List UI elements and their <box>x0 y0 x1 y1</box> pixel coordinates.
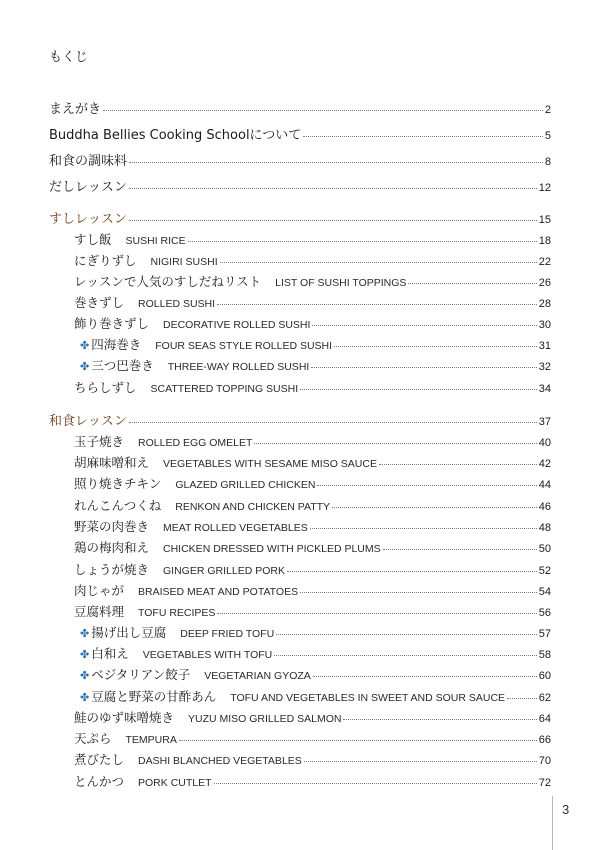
entry-page-number: 12 <box>538 182 551 194</box>
toc-recipe-entry <box>74 772 551 790</box>
entry-title-ja: 肉じゃが <box>74 583 125 598</box>
entry-title-en: PORK CUTLET <box>138 777 212 789</box>
blue-cross-bullet-icon: ✤ <box>80 339 90 352</box>
dot-leader <box>217 304 537 305</box>
blue-cross-bullet-icon: ✤ <box>80 691 90 704</box>
dot-leader <box>311 367 536 368</box>
page-title: もくじ <box>49 50 89 65</box>
toc-recipe-entry <box>74 432 551 450</box>
dot-leader <box>287 571 537 572</box>
entry-title-en: TEMPURA <box>125 734 177 746</box>
dot-leader <box>300 389 537 390</box>
toc-recipe-entry <box>74 272 551 290</box>
entry-title-en: RENKON AND CHICKEN PATTY <box>175 501 331 513</box>
dot-leader <box>179 740 537 741</box>
dot-leader <box>220 262 537 263</box>
entry-page-number: 58 <box>538 649 551 661</box>
dot-leader <box>274 655 536 656</box>
entry-page-number: 54 <box>538 586 551 598</box>
entry-title-ja: 和食の調味料 <box>49 154 128 169</box>
dot-leader <box>379 464 537 465</box>
entry-page-number: 60 <box>538 670 551 682</box>
entry-page-number: 48 <box>538 522 551 534</box>
toc-recipe-entry <box>74 474 551 492</box>
entry-title-ja: 照り焼きチキン <box>74 476 162 491</box>
dot-leader <box>334 346 537 347</box>
entry-page-number: 28 <box>538 298 551 310</box>
dot-leader <box>300 592 537 593</box>
dot-leader <box>304 761 537 762</box>
entry-title-ja: 和食レッスン <box>49 414 127 429</box>
blue-cross-bullet-icon: ✤ <box>80 627 90 640</box>
toc-chapter-entry <box>49 208 551 227</box>
toc-recipe-entry <box>74 378 551 396</box>
dot-leader <box>276 634 537 635</box>
dot-leader <box>254 443 536 444</box>
entry-page-number: 50 <box>538 543 551 555</box>
entry-title-ja: ベジタリアン餃子 <box>91 667 191 682</box>
entry-page-number: 62 <box>538 692 551 704</box>
entry-title-ja: 玉子焼き <box>74 434 125 449</box>
entry-title-ja: とんかつ <box>74 774 125 789</box>
entry-page-number: 26 <box>538 277 551 289</box>
entry-title-en: BRAISED MEAT AND POTATOES <box>138 586 299 598</box>
dot-leader <box>129 162 543 163</box>
entry-title-ja: 鶏の梅肉和え <box>74 540 150 555</box>
entry-page-number: 64 <box>538 713 551 725</box>
toc-subrecipe-entry <box>80 665 551 683</box>
entry-title-en: TOFU RECIPES <box>138 607 216 619</box>
entry-title-en: MEAT ROLLED VEGETABLES <box>163 522 308 534</box>
entry-page-number: 15 <box>538 214 551 226</box>
entry-title-ja: 天ぷら <box>74 731 112 746</box>
dot-leader <box>217 613 536 614</box>
entry-title-en: LIST OF SUSHI TOPPINGS <box>275 277 407 289</box>
dot-leader <box>303 136 543 137</box>
entry-page-number: 37 <box>538 416 551 428</box>
entry-title-ja: 飾り巻きずし <box>74 316 150 331</box>
entry-title-en: FOUR SEAS STYLE ROLLED SUSHI <box>155 340 333 352</box>
dot-leader <box>507 698 537 699</box>
entry-title-en: GINGER GRILLED PORK <box>163 565 285 577</box>
entry-title-ja: ちらしずし <box>74 380 137 395</box>
dot-leader <box>103 110 543 111</box>
entry-page-number: 57 <box>538 628 551 640</box>
toc-recipe-entry <box>74 517 551 535</box>
blue-cross-bullet-icon: ✤ <box>80 360 90 373</box>
toc-chapter-entry <box>49 98 551 117</box>
entry-title-ja: れんこんつくね <box>74 498 162 513</box>
dot-leader <box>310 528 537 529</box>
entry-page-number: 46 <box>538 501 551 513</box>
entry-title-ja: 胡麻味噌和え <box>74 455 150 470</box>
dot-leader <box>214 783 537 784</box>
entry-page-number: 34 <box>538 383 551 395</box>
entry-title-ja: だしレッスン <box>49 180 127 195</box>
entry-title-ja: Buddha Bellies Cooking Schoolについて <box>49 128 302 143</box>
entry-title-en: THREE-WAY ROLLED SUSHI <box>167 361 310 373</box>
entry-title-en: YUZU MISO GRILLED SALMON <box>188 713 342 725</box>
dot-leader <box>129 188 537 189</box>
entry-title-ja: レッスンで人気のすしだねリスト <box>74 274 262 289</box>
toc-recipe-entry <box>74 602 551 620</box>
toc-recipe-entry <box>74 729 551 747</box>
entry-page-number: 52 <box>538 565 551 577</box>
entry-page-number: 70 <box>538 755 551 767</box>
entry-page-number: 44 <box>538 479 551 491</box>
toc-recipe-entry <box>74 293 551 311</box>
entry-title-en: SCATTERED TOPPING SUSHI <box>150 383 299 395</box>
entry-title-en: CHICKEN DRESSED WITH PICKLED PLUMS <box>163 543 381 555</box>
entry-page-number: 30 <box>538 319 551 331</box>
entry-title-en: DASHI BLANCHED VEGETABLES <box>138 755 302 767</box>
toc-recipe-entry <box>74 496 551 514</box>
entry-page-number: 2 <box>544 104 551 116</box>
toc-subrecipe-entry <box>80 356 551 374</box>
entry-title-ja: 白和え <box>91 646 129 661</box>
toc-recipe-entry <box>74 581 551 599</box>
toc-recipe-entry <box>74 251 551 269</box>
toc-chapter-entry <box>49 150 551 169</box>
entry-title-ja: しょうが焼き <box>74 562 150 577</box>
entry-title-ja: 煮びたし <box>74 752 125 767</box>
dot-leader <box>317 485 536 486</box>
entry-page-number: 42 <box>538 458 551 470</box>
entry-page-number: 66 <box>538 734 551 746</box>
entry-title-en: NIGIRI SUSHI <box>150 256 218 268</box>
entry-title-en: VEGETABLES WITH TOFU <box>142 649 273 661</box>
entry-page-number: 32 <box>538 361 551 373</box>
dot-leader <box>343 719 536 720</box>
entry-page-number: 22 <box>538 256 551 268</box>
page-number: 3 <box>562 802 570 817</box>
entry-title-en: ROLLED SUSHI <box>138 298 216 310</box>
dot-leader <box>313 676 537 677</box>
entry-title-ja: 揚げ出し豆腐 <box>91 625 167 640</box>
toc-recipe-entry <box>74 750 551 768</box>
entry-page-number: 31 <box>538 340 551 352</box>
blue-cross-bullet-icon: ✤ <box>80 648 90 661</box>
toc-recipe-entry <box>74 538 551 556</box>
toc-chapter-entry <box>49 124 551 143</box>
dot-leader <box>332 507 537 508</box>
dot-leader <box>383 549 537 550</box>
entry-title-en: GLAZED GRILLED CHICKEN <box>175 479 316 491</box>
entry-title-en: SUSHI RICE <box>125 235 186 247</box>
toc-recipe-entry <box>74 230 551 248</box>
toc-subrecipe-entry <box>80 644 551 662</box>
entry-title-ja: すしレッスン <box>49 212 127 227</box>
entry-title-en: TOFU AND VEGETABLES IN SWEET AND SOUR SAUCE <box>230 692 506 704</box>
entry-title-en: VEGETARIAN GYOZA <box>204 670 311 682</box>
dot-leader <box>408 283 536 284</box>
dot-leader <box>312 325 536 326</box>
entry-title-ja: まえがき <box>49 102 102 117</box>
toc-subrecipe-entry <box>80 623 551 641</box>
entry-title-en: VEGETABLES WITH SESAME MISO SAUCE <box>163 458 377 470</box>
blue-cross-bullet-icon: ✤ <box>80 669 90 682</box>
dot-leader <box>188 241 537 242</box>
dot-leader <box>129 220 537 221</box>
entry-title-ja: 豆腐と野菜の甘酢あん <box>91 689 217 704</box>
entry-page-number: 5 <box>544 130 551 142</box>
entry-title-en: DECORATIVE ROLLED SUSHI <box>163 319 311 331</box>
entry-title-ja: 巻きずし <box>74 295 125 310</box>
footer-divider <box>552 796 553 850</box>
toc-recipe-entry <box>74 560 551 578</box>
toc-recipe-entry <box>74 708 551 726</box>
toc-chapter-entry <box>49 410 551 429</box>
entry-page-number: 72 <box>538 777 551 789</box>
entry-title-ja: 三つ巴巻き <box>91 358 154 373</box>
entry-title-ja: にぎりずし <box>74 253 137 268</box>
toc-subrecipe-entry <box>80 335 551 353</box>
toc-recipe-entry <box>74 314 551 332</box>
entry-title-en: ROLLED EGG OMELET <box>138 437 253 449</box>
entry-title-en: DEEP FRIED TOFU <box>180 628 275 640</box>
entry-title-ja: 鮭のゆず味噌焼き <box>74 710 175 725</box>
entry-title-ja: 野菜の肉巻き <box>74 519 150 534</box>
dot-leader <box>129 422 537 423</box>
toc-recipe-entry <box>74 453 551 471</box>
toc-chapter-entry <box>49 176 551 195</box>
entry-page-number: 56 <box>538 607 551 619</box>
entry-title-ja: 豆腐料理 <box>74 604 125 619</box>
toc-subrecipe-entry <box>80 687 551 705</box>
entry-page-number: 18 <box>538 235 551 247</box>
entry-page-number: 40 <box>538 437 551 449</box>
entry-title-ja: 四海巻き <box>91 337 142 352</box>
entry-page-number: 8 <box>544 156 551 168</box>
entry-title-ja: すし飯 <box>74 232 112 247</box>
